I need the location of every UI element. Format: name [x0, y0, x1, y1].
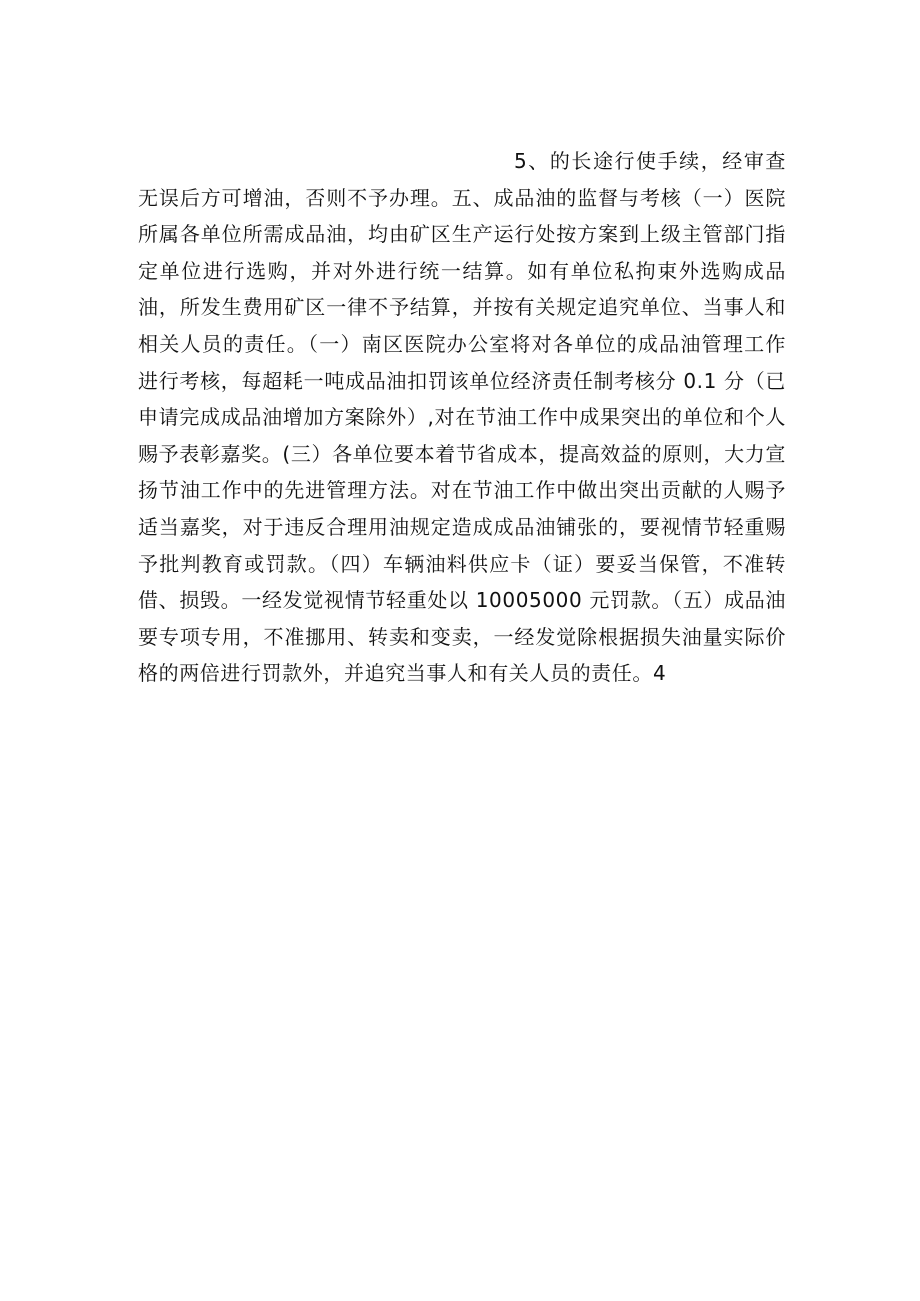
body-paragraph: 5、的长途行使手续，经审查无误后方可增油，否则不予办理。五、成品油的监督与考核（一）医院所属各单位所需成品油，均由矿区生产运行处按方案到上级主管部门指定单位进行选购，并对外进行统一结算。如有单位私拘束外选购成品油，所发生费用矿区一律不予结算，并按有关规定追究单位、当事人和相关人员的责任。（一）南区医院办公室将对各单位的成品油管理工作进行考核，每超耗一吨成品油扣罚该单位经济责任制考核分 0.1 分（已申请完成成品油增加方案除外）,对在节油工作中成果突出的单位和个人赐予表彰嘉奖。(三）各单位要本着节省成本，提高效益的原则，大力宣扬节油工作中的先进管理方法。对在节油工作中做出突出贡献的人赐予适当嘉奖，对于违反合理用油规定造成成品油铺张的，要视情节轻重赐予批判教育或罚款。（四）车辆油料供应卡（证）要妥当保管，不准转借、损毁。一经发觉视情节轻重处以 10005000 元罚款。（五）成品油要专项专用，不准挪用、转卖和变卖，一经发觉除根据损失油量实际价格的两倍进行罚款外，并追究当事人和有关人员的责任。4 [138, 149, 786, 686]
